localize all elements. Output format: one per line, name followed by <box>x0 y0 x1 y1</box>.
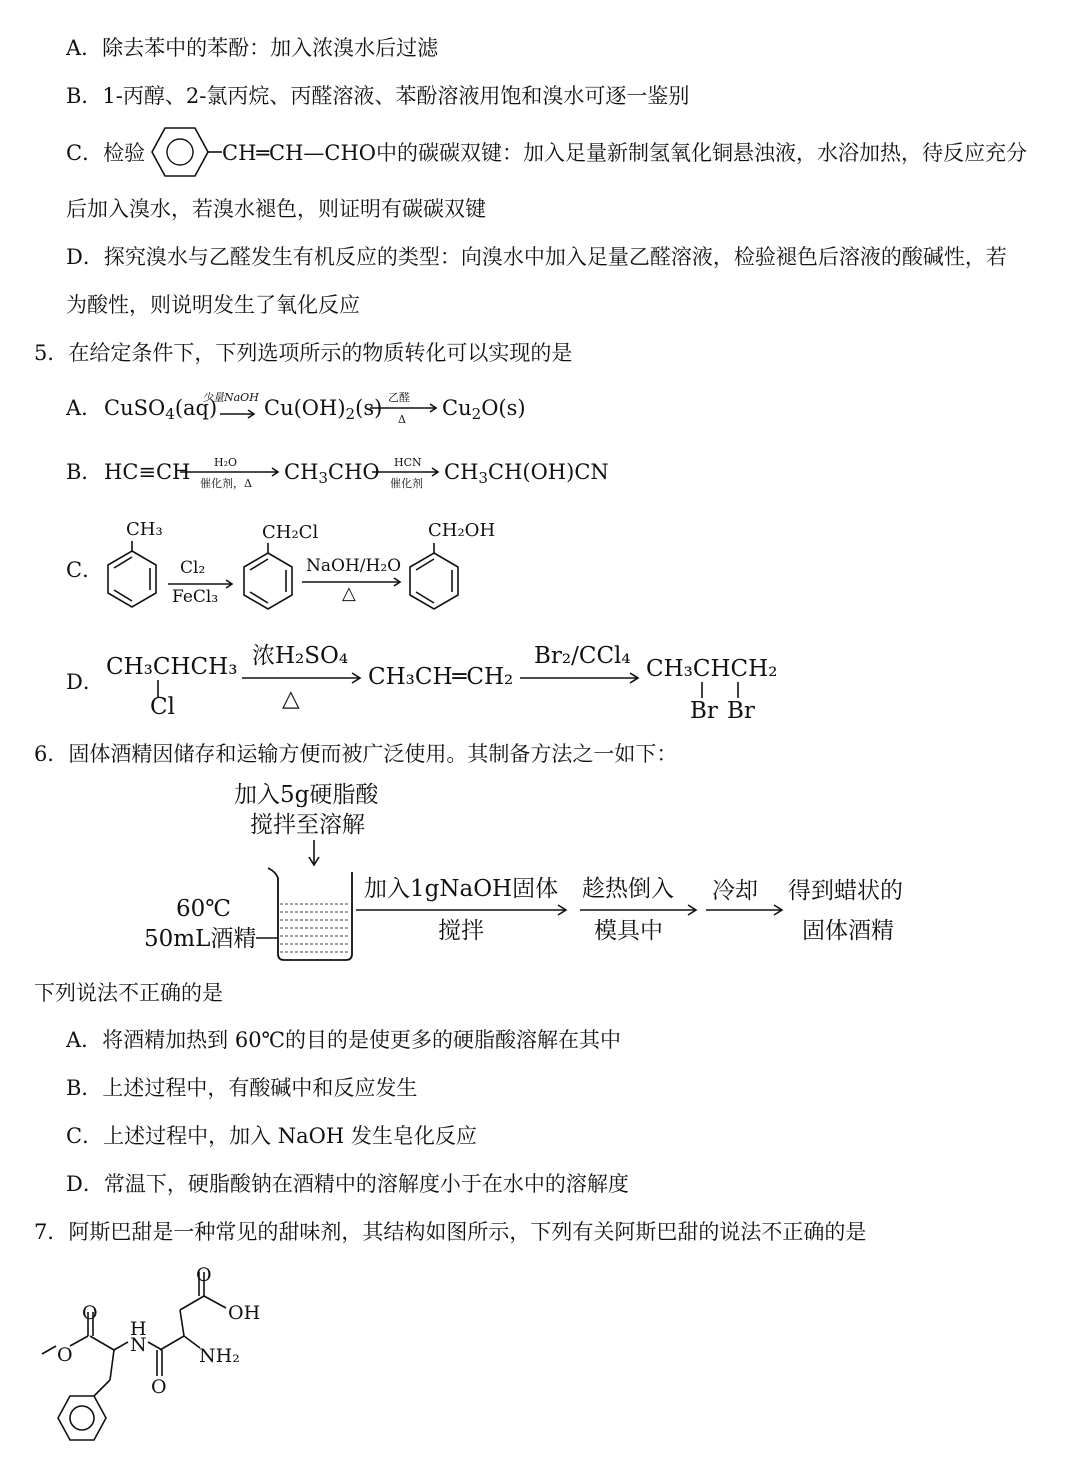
q7-atom-n: N <box>130 1334 147 1356</box>
q6-temperature: 60℃ <box>176 896 231 922</box>
q5-c-condition2-top: NaOH/H₂O <box>306 556 402 576</box>
q5-d-condition1-bottom: △ <box>282 686 300 712</box>
benzyl-alcohol-ring-icon <box>406 547 462 611</box>
q7-stem: 7．阿斯巴甜是一种常见的甜味剂，其结构如图所示，下列有关阿斯巴甜的说法不正确的是 <box>34 1220 867 1244</box>
q6-stem: 6．固体酒精因储存和运输方便而被广泛使用。其制备方法之一如下： <box>34 742 678 766</box>
q5-c-condition1-bottom: FeCl₃ <box>172 587 219 607</box>
q5-d-product-br2: Br <box>727 698 755 724</box>
benzene-ring-icon <box>150 124 210 180</box>
q4-option-d-line2: 为酸性，则说明发生了氧化反应 <box>66 293 360 317</box>
q6-step2-top: 趁热倒入 <box>582 876 674 902</box>
q5-d-reactant: CH₃CHCH₃ <box>106 654 238 680</box>
q5-d-intermediate: CH₃CH═CH₂ <box>368 664 514 690</box>
q6-stir-dissolve: 搅拌至溶解 <box>250 812 365 838</box>
q5-b-product: $CH_3CH(OH)CN$ <box>444 460 609 488</box>
q5-b-condition1-bottom: 催化剂，Δ <box>200 477 252 490</box>
beaker-icon <box>266 866 356 962</box>
q5-c-substituent1: CH₃ <box>126 519 163 540</box>
q6-step1-top: 加入1gNaOH固体 <box>364 876 559 902</box>
q5-d-condition2-top: Br₂/CCl₄ <box>534 643 631 669</box>
q5-b-condition1-top: H₂O <box>214 456 238 469</box>
aspartame-structure-icon <box>30 1262 310 1472</box>
q7-atom-o1: O <box>82 1302 98 1324</box>
q7-atom-h: H <box>130 1318 147 1340</box>
q5-d-reactant-cl: Cl <box>150 694 175 720</box>
q5-a-label: A． <box>66 396 103 420</box>
q5-a-arrow1-icon <box>218 408 258 420</box>
q5-b-condition2-bottom: 催化剂 <box>390 477 423 490</box>
q4-option-b: B．1-丙醇、2-氯丙烷、丙醛溶液、苯酚溶液用饱和溴水可逐一鉴别 <box>66 84 690 108</box>
q6-add-stearic-acid: 加入5g硬脂酸 <box>234 782 379 808</box>
q5-b-reactant: HC≡CH <box>104 460 191 484</box>
toluene-ring-icon <box>104 545 160 609</box>
q5-d-condition1-top: 浓H₂SO₄ <box>252 643 349 669</box>
q5-c-substituent2: CH₂Cl <box>262 522 319 543</box>
benzyl-chloride-ring-icon <box>240 547 296 611</box>
q4-option-c-formula: CH═CH—CHO <box>222 141 377 165</box>
q6-arrow2-icon <box>578 904 700 916</box>
q5-d-product: CH₃CHCH₂ <box>646 656 778 682</box>
q4-option-d-line1: D．探究溴水与乙醛发生有机反应的类型：向溴水中加入足量乙醛溶液，检验褪色后溶液的酸碱性，若 <box>66 245 1007 269</box>
q5-c-condition1-top: Cl₂ <box>180 558 206 578</box>
q6-result-line1: 得到蜡状的 <box>788 878 903 904</box>
q4-option-c-prefix: C．检验 <box>66 141 146 165</box>
q6-option-c: C．上述过程中，加入 NaOH 发生皂化反应 <box>66 1124 477 1148</box>
q7-atom-o2: O <box>57 1344 73 1366</box>
q7-atom-o3: O <box>151 1376 167 1398</box>
q6-option-d: D．常温下，硬脂酸钠在酒精中的溶解度小于在水中的溶解度 <box>66 1172 629 1196</box>
q7-atom-nh2: NH₂ <box>199 1345 240 1367</box>
q6-step2-bottom: 模具中 <box>594 918 663 944</box>
q5-a-condition2-bottom: Δ <box>398 413 406 426</box>
q5-a-intermediate: $Cu(OH)_2(s)$ <box>264 396 383 424</box>
q6-arrow3-icon <box>704 904 786 916</box>
q5-stem: 5．在给定条件下，下列选项所示的物质转化可以实现的是 <box>34 341 573 365</box>
q5-c-label: C． <box>66 558 104 582</box>
q5-d-arrow1-icon <box>240 672 364 684</box>
q6-ethanol-volume: 50mL酒精 <box>144 926 257 952</box>
q7-atom-o4: O <box>196 1264 212 1286</box>
q6-step3: 冷却 <box>712 878 758 904</box>
q5-c-condition2-bottom: △ <box>342 583 356 604</box>
q5-d-arrow2-icon <box>518 672 642 684</box>
q6-arrow1-icon <box>354 904 570 916</box>
q6-step1-bottom: 搅拌 <box>438 918 484 944</box>
q5-a-product: $Cu_2O(s)$ <box>442 396 526 424</box>
q6-option-b: B．上述过程中，有酸碱中和反应发生 <box>66 1076 418 1100</box>
q5-c-substituent3: CH₂OH <box>428 520 496 541</box>
q4-option-a: A．除去苯中的苯酚：加入浓溴水后过滤 <box>66 36 439 60</box>
q5-a-reactant: CuSO$_4$(aq) <box>104 396 218 424</box>
q6-lead: 下列说法不正确的是 <box>34 981 223 1005</box>
q4-option-c-text: 中的碳碳双键：加入足量新制氢氧化铜悬浊液，水浴加热，待反应充分 <box>376 141 1027 165</box>
q5-d-label: D． <box>66 670 104 694</box>
q5-b-label: B． <box>66 460 103 484</box>
q5-b-condition2-top: HCN <box>394 456 422 469</box>
q6-option-a: A．将酒精加热到 60℃的目的是使更多的硬脂酸溶解在其中 <box>66 1028 622 1052</box>
q6-down-arrow-icon <box>306 840 322 868</box>
q5-a-condition1: 少量NaOH <box>202 391 259 404</box>
q7-atom-oh: OH <box>228 1302 261 1324</box>
q5-d-product-br1: Br <box>690 698 718 724</box>
q5-b-intermediate: $CH_3CHO$ <box>284 460 380 488</box>
q5-a-condition2-top: 乙醛 <box>388 391 410 404</box>
q4-option-c-line2: 后加入溴水，若溴水褪色，则证明有碳碳双键 <box>66 197 486 221</box>
q6-result-line2: 固体酒精 <box>802 918 894 944</box>
